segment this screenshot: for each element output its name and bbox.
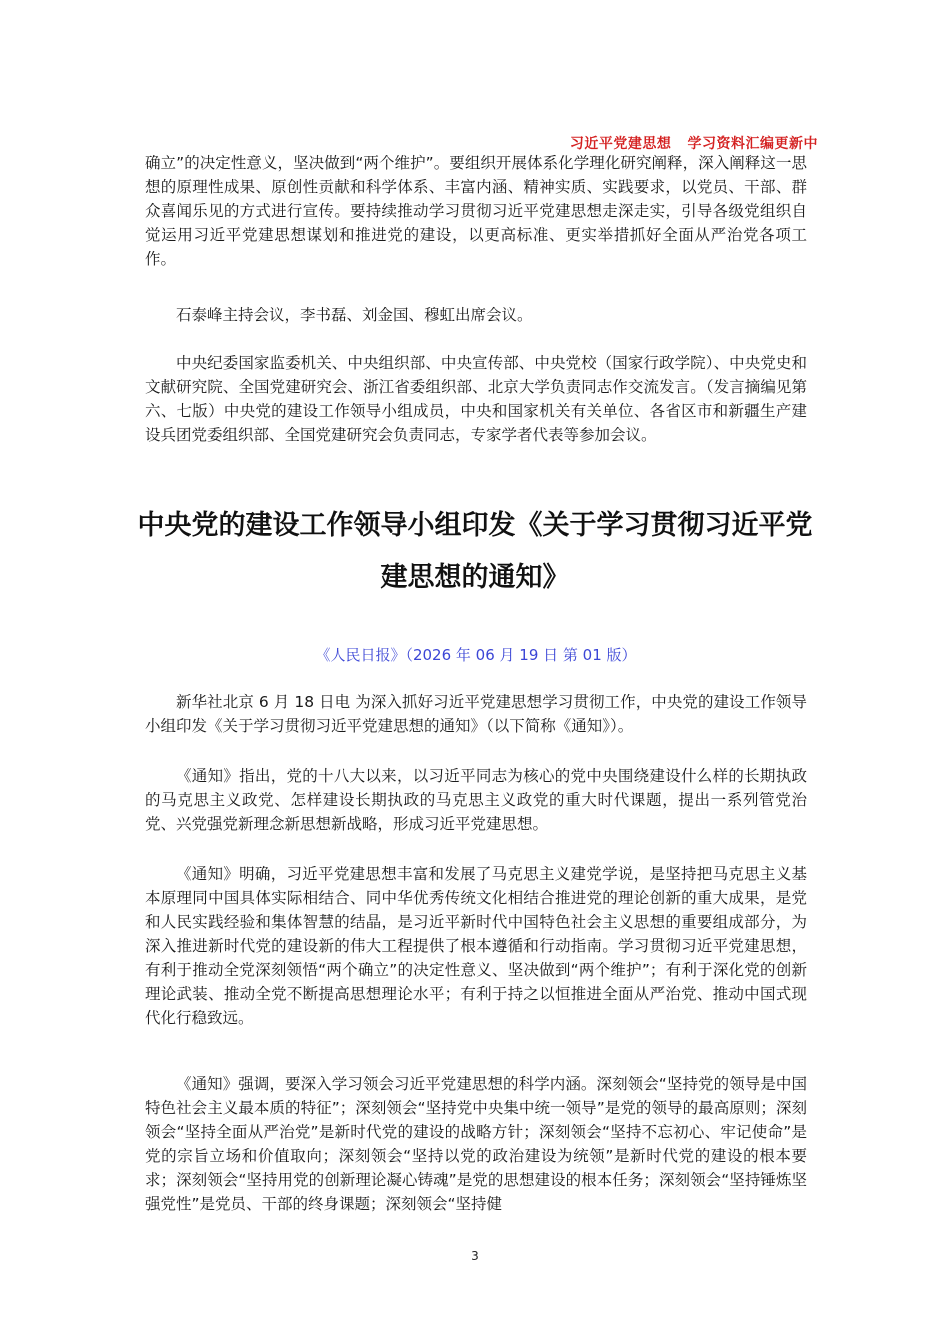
- paragraph-meeting-host: 石泰峰主持会议，李书磊、刘金国、穆虹出席会议。: [176, 306, 533, 324]
- article-title: 中央党的建设工作领导小组印发《关于学习贯彻习近平党建思想的通知》: [137, 510, 813, 593]
- paragraph-notice-point-2: 《通知》明确，习近平党建思想丰富和发展了马克思主义建党学说，是坚持把马克思主义基本原理同中国具体实际相结合、同中华优秀传统文化相结合推进党的理论创新的重大成果，是党和人民实践经验和集体智慧的结晶，是习近平新时代中国特色社会主义思想的重要组成部分，为深入推进新时代党的建设新的伟大工程提供了根本遵循和行动指南。学习贯彻习近平党建思想，有利于推动全党深刻领悟“两个确立”的决定性意义、坚决做到“两个维护”；有利于深化党的创新理论武装、推动全党不断提高思想理论水平；有利于持之以恒推进全面从严治党、推动中国式现代化行稳致远。: [145, 865, 807, 1027]
- paragraph-notice-point-1: 《通知》指出，党的十八大以来，以习近平同志为核心的党中央围绕建设什么样的长期执政的马克思主义政党、怎样建设长期执政的马克思主义政党的重大时代课题，提出一系列管党治党、兴党强党新理念新思想新战略，形成习近平党建思想。: [145, 767, 807, 833]
- article-source: 《人民日报》（2026 年 06 月 19 日 第 01 版）: [315, 646, 637, 664]
- header-note: 习近平党建思想 学习资料汇编更新中: [569, 136, 818, 152]
- paragraph-continuation: 确立”的决定性意义，坚决做到“两个维护”。要组织开展体系化学理化研究阐释，深入阐释这一思想的原理性成果、原创性贡献和科学体系、丰富内涵、精神实质、实践要求，以党员、干部、群众喜闻乐见的方式进行宣传。要持续推动学习贯彻习近平党建思想走深走实，引导各级党组织自觉运用习近平党建思想谋划和推进党的建设，以更高标准、更实举措抓好全面从严治党各项工作。: [145, 154, 807, 268]
- paragraph-notice-point-3: 《通知》强调，要深入学习领会习近平党建思想的科学内涵。深刻领会“坚持党的领导是中国特色社会主义最本质的特征”；深刻领会“坚持党中央集中统一领导”是党的领导的最高原则；深刻领会“坚持全面从严治党”是新时代党的建设的战略方针；深刻领会“坚持不忘初心、牢记使命”是党的宗旨立场和价值取向；深刻领会“坚持以党的政治建设为统领”是新时代党的建设的根本要求；深刻领会“坚持用党的创新理论凝心铸魂”是党的思想建设的根本任务；深刻领会“坚持锤炼坚强党性”是党员、干部的终身课题；深刻领会“坚持健: [145, 1075, 807, 1213]
- paragraph-intro: 新华社北京 6 月 18 日电 为深入抓好习近平党建思想学习贯彻工作，中央党的建设工作领导小组印发《关于学习贯彻习近平党建思想的通知》（以下简称《通知》）。: [145, 693, 807, 735]
- paragraph-speakers: 中央纪委国家监委机关、中央组织部、中央宣传部、中央党校（国家行政学院）、中央党史和文献研究院、全国党建研究会、浙江省委组织部、北京大学负责同志作交流发言。（发言摘编见第六、七版）中央党的建设工作领导小组成员，中央和国家机关有关单位、各省区市和新疆生产建设兵团党委组织部、全国党建研究会负责同志，专家学者代表等参加会议。: [145, 354, 807, 444]
- page-number: 3: [471, 1249, 479, 1263]
